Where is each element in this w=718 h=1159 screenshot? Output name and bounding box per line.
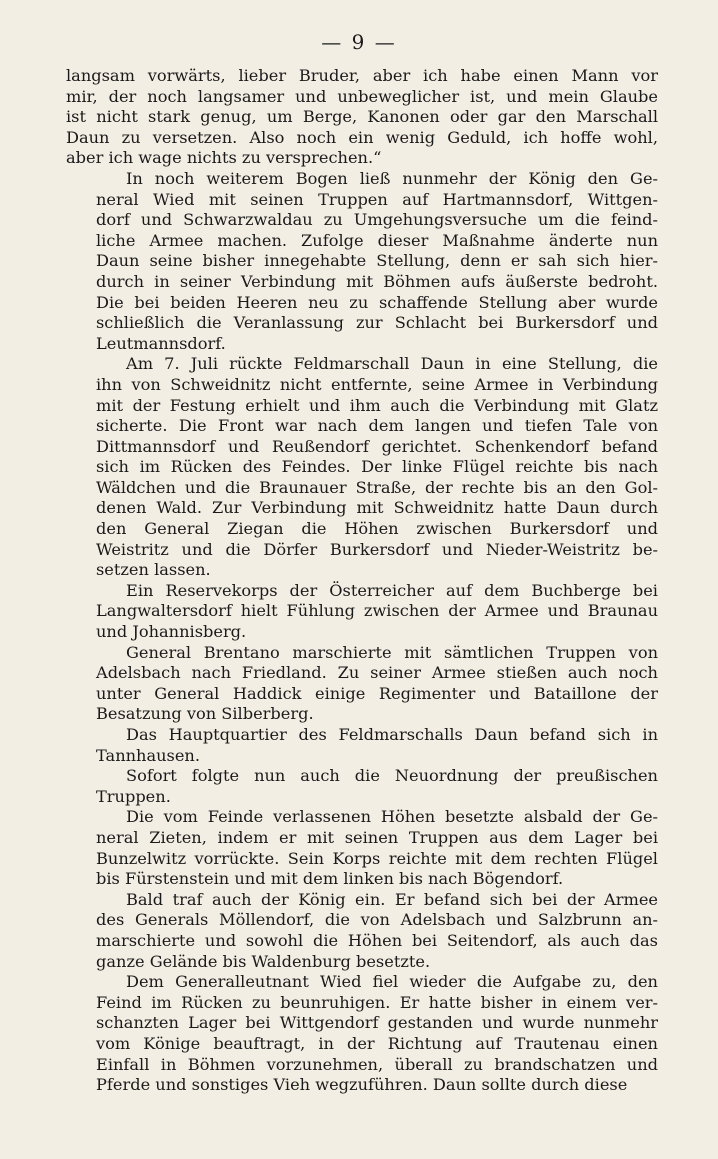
text-line: des Generals Möllendorf, die von Adelsbach und Salzbrunn an- xyxy=(96,910,658,930)
paragraph xyxy=(66,972,658,1096)
text-line: durch in seiner Verbindung mit Böhmen aufs äußerste bedroht. xyxy=(96,271,658,291)
text-line: marschierte und sowohl die Höhen bei Seitendorf, als auch das xyxy=(96,930,658,950)
paragraph xyxy=(66,807,658,889)
text-line: Das Hauptquartier des Feldmarschalls Daun befand sich in xyxy=(126,725,658,744)
paragraph xyxy=(66,766,658,807)
text-line: denen Wald. Zur Verbindung mit Schweidnitz hatte Daun durch xyxy=(96,498,658,518)
text-line: Bald traf auch der König ein. Er befand sich bei der Armee xyxy=(126,889,658,909)
paragraph xyxy=(66,169,658,354)
text-line: mit der Festung erhielt und ihm auch die Verbindung mit Glatz xyxy=(96,395,658,415)
text-line: General Brentano marschierte mit sämtlichen Truppen von xyxy=(126,642,658,662)
text-line: unter General Haddick einige Regimenter und Bataillone der xyxy=(96,683,658,703)
text-line: den General Ziegan die Höhen zwischen Burkersdorf und xyxy=(96,519,658,539)
text-line: Daun seine bisher innegehabte Stellung, denn er sah sich hier- xyxy=(96,251,658,271)
text-line: Weistritz und die Dörfer Burkersdorf und Nieder-Weistritz be- xyxy=(96,539,658,559)
text-line: schließlich die Veranlassung zur Schlacht bei Burkersdorf und xyxy=(96,313,658,333)
paragraph xyxy=(66,725,658,766)
text-line: dorf und Schwarzwaldau zu Umgehungsversuche um die feind- xyxy=(96,210,658,230)
page-number: — 9 — xyxy=(321,30,397,54)
text-line: Die bei beiden Heeren neu zu schaffende Stellung aber wurde xyxy=(96,292,658,312)
text-line: Die vom Feinde verlassenen Höhen besetzte alsbald der Ge- xyxy=(126,807,658,827)
text-line: Besatzung von Silberberg. xyxy=(96,704,314,724)
text-line: liche Armee machen. Zufolge dieser Maßnahme änderte nun xyxy=(96,230,658,250)
text-line: setzen lassen. xyxy=(96,560,211,580)
text-line: Feind im Rücken zu beunruhigen. Er hatte bisher in einem ver- xyxy=(96,992,658,1012)
text-line: Wäldchen und die Braunauer Straße, der rechte bis an den Gol- xyxy=(96,477,658,497)
text-line: Langwaltersdorf hielt Fühlung zwischen der Armee und Braunau xyxy=(96,601,658,621)
text-line: ist nicht stark genug, um Berge, Kanonen oder gar den Marschall xyxy=(66,107,658,127)
text-line: und Johannisberg. xyxy=(96,622,247,642)
text-line: bis Fürstenstein und mit dem linken bis nach Bögendorf. xyxy=(96,869,564,889)
text-line: mir, der noch langsamer und unbeweglicher ist, und mein Glaube xyxy=(66,86,658,106)
paragraph xyxy=(66,66,658,169)
text-line: sicherte. Die Front war nach dem langen und tiefen Tale von xyxy=(96,416,658,436)
text-line: Adelsbach nach Friedland. Zu seiner Armee stießen auch noch xyxy=(96,663,658,683)
paragraph xyxy=(66,581,658,643)
text-line: neral Zieten, indem er mit seinen Truppen aus dem Lager bei xyxy=(96,827,658,847)
text-line: aber ich wage nichts zu versprechen.“ xyxy=(66,148,382,168)
paragraph xyxy=(66,643,658,725)
text-line: Leutmannsdorf. xyxy=(96,333,226,353)
text-line: Bunzelwitz vorrückte. Sein Korps reichte mit dem rechten Flügel xyxy=(96,848,658,868)
text-line: Daun zu versetzen. Also noch ein wenig Geduld, ich hoffe wohl, xyxy=(66,127,658,147)
text-line: Einfall in Böhmen vorzunehmen, überall zu brandschatzen und xyxy=(96,1054,658,1074)
text-line: Pferde und sonstiges Vieh wegzuführen. Daun sollte durch diese xyxy=(96,1075,628,1095)
text-line: Tannhausen. xyxy=(96,745,201,765)
text-line: Am 7. Juli rückte Feldmarschall Daun in eine Stellung, die xyxy=(126,354,658,374)
text-line: Ein Reservekorps der Österreicher auf dem Buchberge bei xyxy=(126,580,658,600)
body-text xyxy=(66,66,658,1096)
text-line: Truppen. xyxy=(96,786,171,806)
text-line: Sofort folgte nun auch die Neuordnung der preußischen xyxy=(126,766,658,786)
text-line: neral Wied mit seinen Truppen auf Hartmannsdorf, Wittgen- xyxy=(96,189,658,209)
text-line: In noch weiterem Bogen ließ nunmehr der König den Ge- xyxy=(126,168,658,188)
text-line: ganze Gelände bis Waldenburg besetzte. xyxy=(96,951,431,971)
paragraph xyxy=(66,354,658,581)
text-line: langsam vorwärts, lieber Bruder, aber ich habe einen Mann vor xyxy=(66,66,658,85)
text-line: ihn von Schweidnitz nicht entfernte, seine Armee in Verbindung xyxy=(96,374,658,394)
text-line: Dittmannsdorf und Reußendorf gerichtet. Schenkendorf befand xyxy=(96,436,658,456)
paragraph xyxy=(66,890,658,972)
text-line: Dem Generalleutnant Wied fiel wieder die Aufgabe zu, den xyxy=(126,972,658,992)
text-line: sich im Rücken des Feindes. Der linke Flügel reichte bis nach xyxy=(96,457,658,477)
text-line: schanzten Lager bei Wittgendorf gestanden und wurde nunmehr xyxy=(96,1013,658,1033)
text-line: vom Könige beauftragt, in der Richtung auf Trautenau einen xyxy=(96,1033,658,1053)
